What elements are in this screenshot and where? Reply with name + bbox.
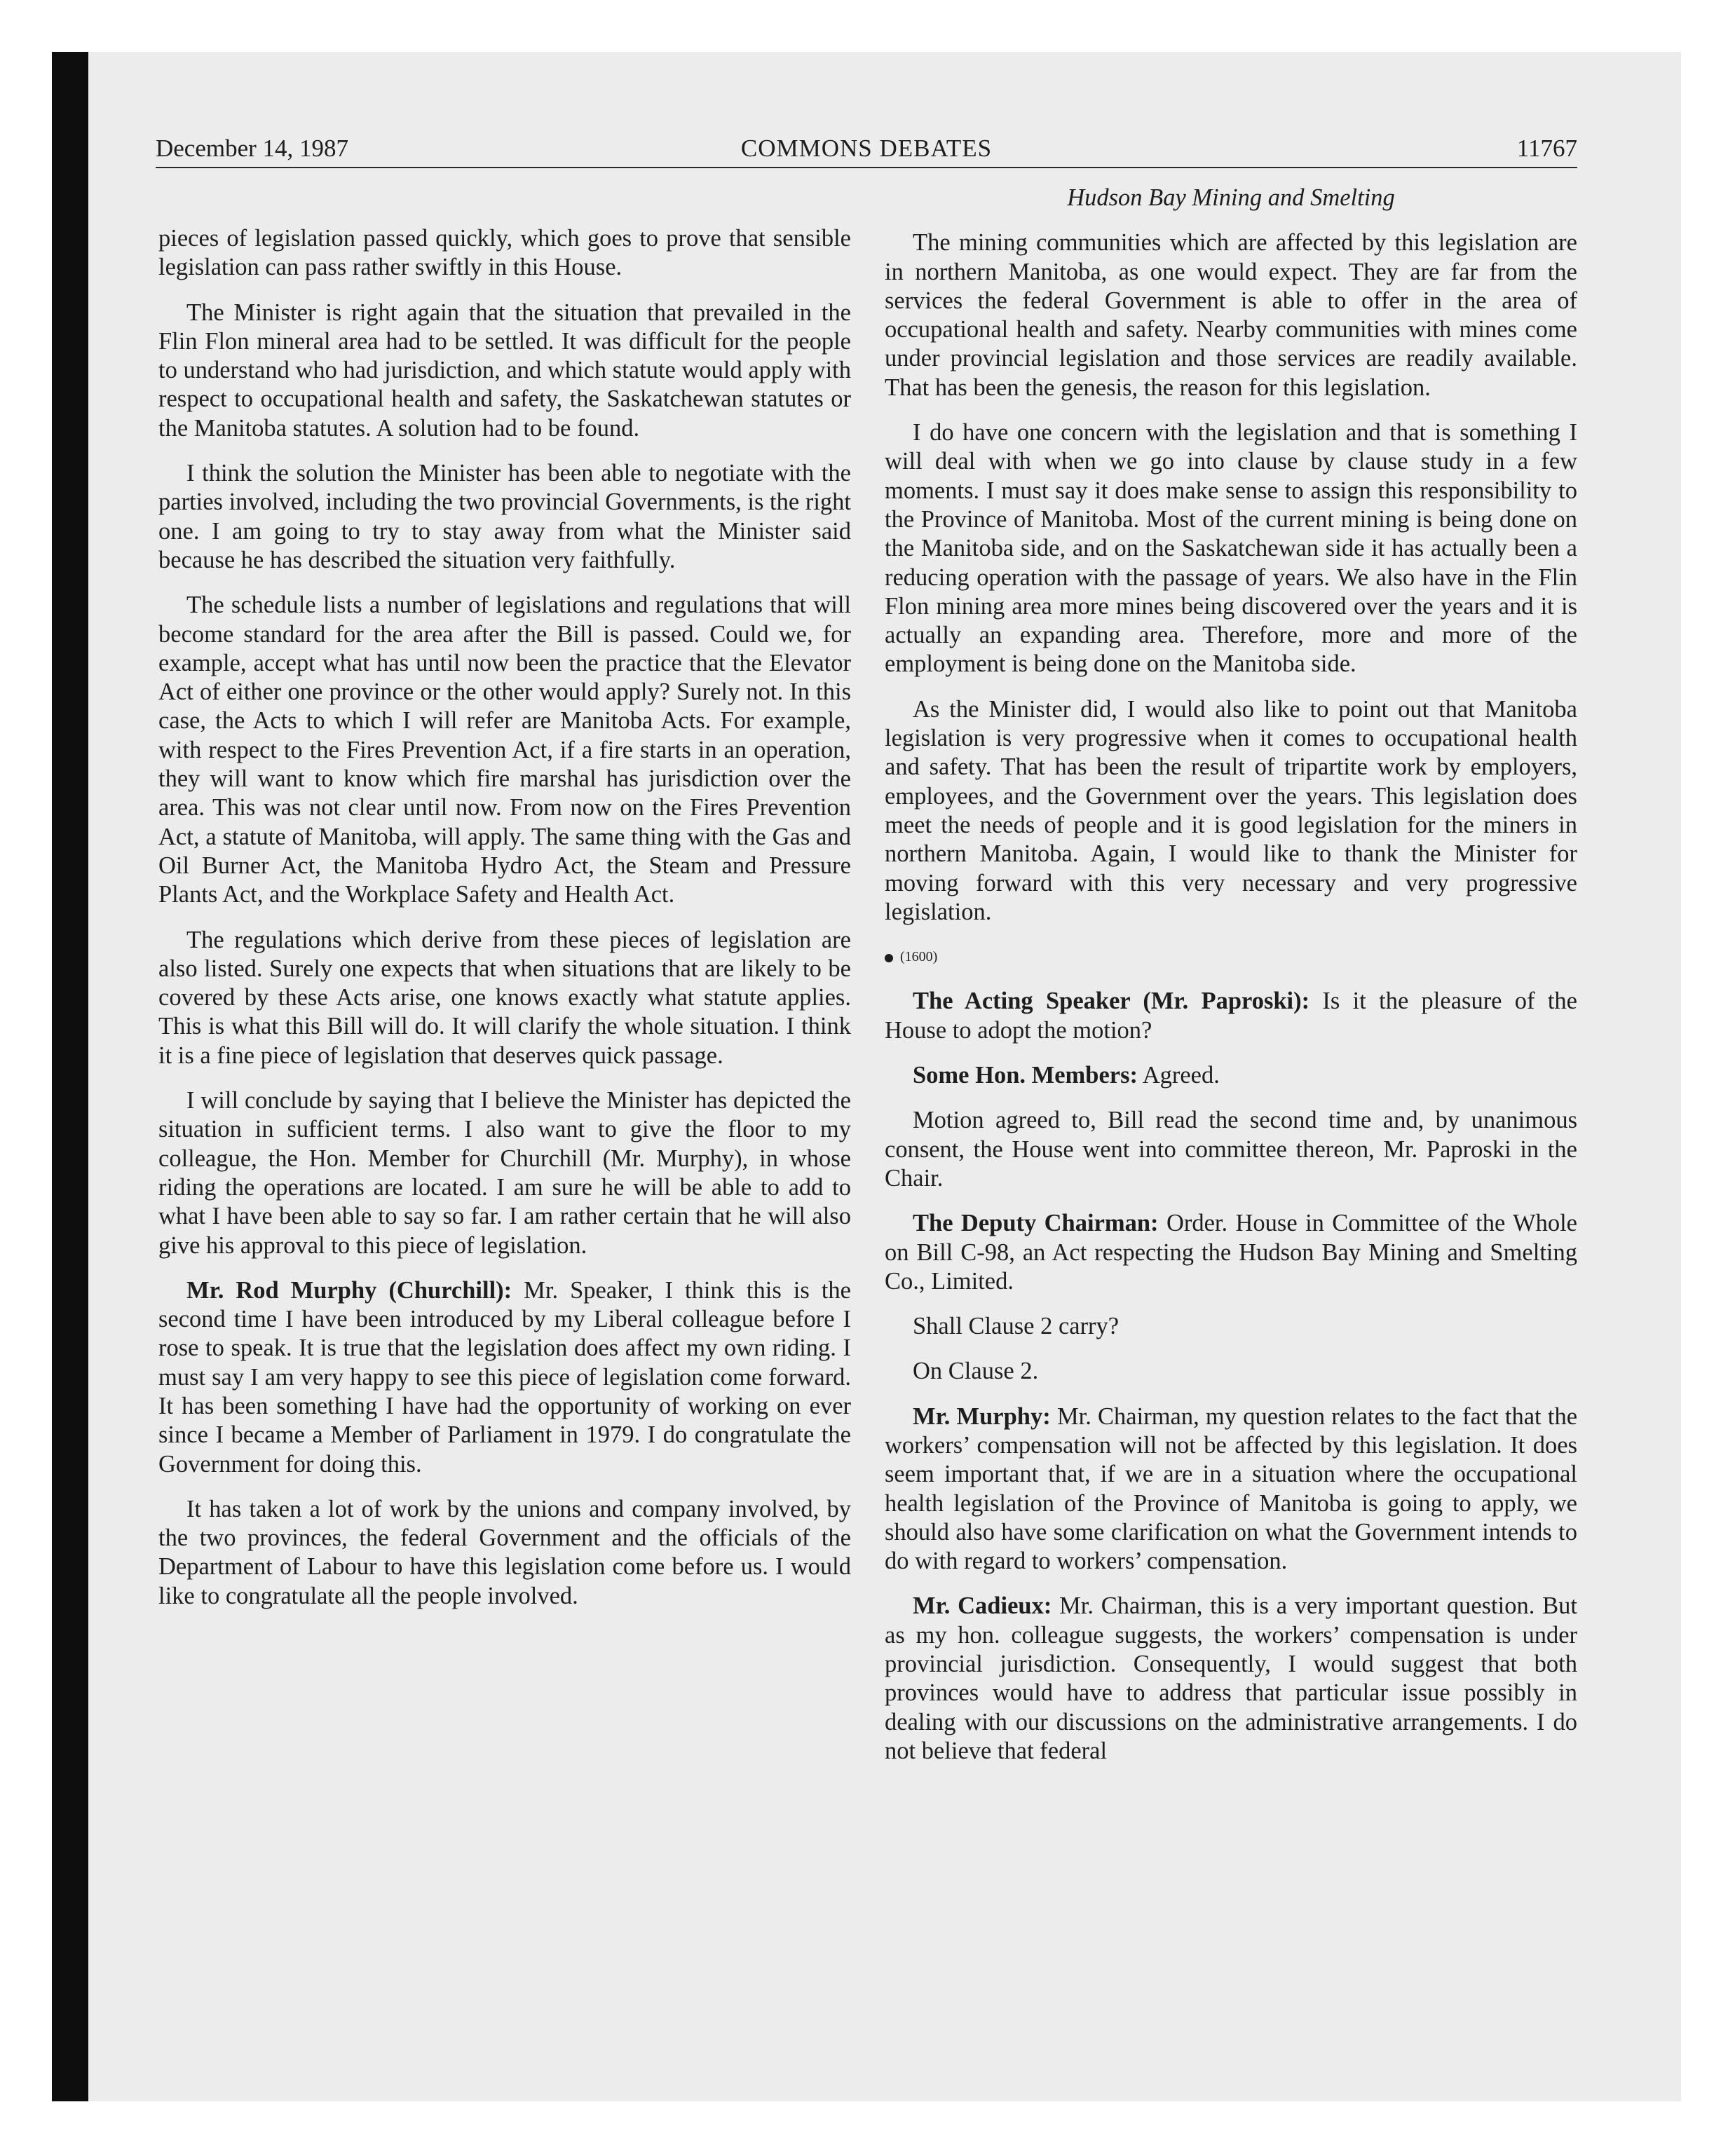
speech-text: Mr. Chairman, my question relates to the fact that the workers’ compensation will not be affected by this legislation. It does seem important that, if we are in a situation where the occupational health legislation of the Province of Manitoba is going to apply, we should also have some clarification on what the Government intends to do with regard to workers’ compensation. [885,1403,1578,1575]
page-header [156,132,1577,165]
paragraph: The mining communities which are affected by this legislation are in northern Manitoba, as one would expect. They are far from the services the federal Government is able to offer in the area of occupational health and safety. Nearby communities with mines come under provincial legislation and those services are readily available. That has been the genesis, the reason for this legislation. [885,229,1577,401]
paragraph: I will conclude by saying that I believe the Minister has depicted the situation in sufficient terms. I also want to give the floor to my colleague, the Hon. Member for Churchill (Mr. Murphy), in whose riding the operations are located. I am sure he will be able to add to what I have been able to say so far. I am rather certain that he will also give his approval to this piece of legislation. [158,1087,851,1259]
header-title: COMMONS DEBATES [740,135,993,162]
paragraph: The schedule lists a number of legislations and regulations that will become standard for the area after the Bill is passed. Could we, for example, accept what has until now been the practice that the Elevator Act of either one province or the other would apply? Surely not. In this case, the Acts to which I will refer are Manitoba Acts. For example, with respect to the Fires Prevention Act, if a fire starts in an operation, they will want to know which fire marshal has jurisdiction over the area. This was not clear until now. From now on the Fires Prevention Act, a statute of Manitoba, will apply. The same thing with the Gas and Oil Burner Act, the Manitoba Hydro Act, the Steam and Pressure Plants Act, and the Workplace Safety and Health Act. [158,592,851,908]
left-column [158,224,851,1627]
paragraph [885,1403,1577,1576]
paragraph: It has taken a lot of work by the unions and company involved, by the two provinces, the federal Government and the officials of the Department of Labour to have this legislation come before us. I would like to congratulate all the people involved. [158,1495,851,1609]
header-page-number: 11767 [1516,135,1577,162]
speech-text: Is it the pleasure of the House to adopt the motion? [885,988,1577,1044]
paragraph: I think the solution the Minister has been able to negotiate with the parties involved, including the two provincial Governments, is the right one. I am going to try to stay away from what the Minister said because he has described the situation very faithfully. [158,460,851,573]
right-column [885,184,1577,1782]
speaker-name: Mr. Rod Murphy (Churchill): [186,1276,512,1304]
bullet-icon [885,954,893,962]
binding-edge [52,52,88,2101]
paragraph [885,987,1577,1045]
speech-text: Mr. Chairman, this is a very important question. But as my hon. colleague suggests, the workers’ compensation is under provincial jurisdiction. Consequently, I would suggest that both provinces would have to address that particular issue possibly in dealing with our discussions on the administrative arrangements. I do not believe that federal [885,1592,1577,1764]
speaker-name: Some Hon. Members: [913,1062,1138,1089]
paragraph: On Clause 2. [913,1358,1039,1385]
speaker-name: The Acting Speaker (Mr. Paproski): [913,988,1310,1015]
paragraph: The regulations which derive from these pieces of legislation are also listed. Surely one expects that when situations that are likely to be covered by these Acts arise, one knows exactly what statute applies. This is what this Bill will do. It will clarify the whole situation. I think it is a fine piece of legislation that deserves quick passage. [158,926,851,1069]
paragraph [885,1592,1577,1766]
time-marker [885,943,1577,971]
paragraph: The Minister is right again that the situation that prevailed in the Flin Flon mineral area had to be settled. It was difficult for the people to understand who had jurisdiction, and which statute would apply with respect to occupational health and safety, the Saskatchewan statutes or the Manitoba statutes. A solution had to be found. [158,299,851,442]
paragraph: Shall Clause 2 carry? [913,1313,1120,1340]
paragraph [158,1276,851,1479]
paragraph: I do have one concern with the legislation and that is something I will deal with when we go into clause by clause study in a few moments. I must say it does make sense to assign this responsibility to the Province of Manitoba. Most of the current mining is being done on the Manitoba side, and on the Saskatchewan side it has actually been a reducing operation with the passage of years. We also have in the Flin Flon mining area more mines being discovered over the years and it is actually an expanding area. Therefore, more and more of the employment is being done on the Manitoba side. [885,419,1577,678]
time-marker-text: (1600) [900,949,938,965]
header-rule [156,167,1577,168]
speech-text: Mr. Speaker, I think this is the second time I have been introduced by my Liberal colleague before I rose to speak. It is true that the legislation does affect my own riding. I must say I am very happy to see this piece of legislation come forward. It has been something I have had the opportunity of working on ever since I became a Member of Parliament in 1979. I do congratulate the Government for doing this. [158,1276,851,1478]
paragraph [885,1209,1577,1296]
speaker-name: Mr. Murphy: [913,1403,1051,1430]
speaker-name: Mr. Cadieux: [913,1592,1052,1620]
paragraph: As the Minister did, I would also like to point out that Manitoba legislation is very progressive when it comes to occupational health and safety. That has been the result of tripartite work by employers, employees, and the Government over the years. This legislation does meet the needs of people and it is good legislation for the miners in northern Manitoba. Again, I would like to thank the Minister for moving forward with this very necessary and very progressive legislation. [885,695,1577,925]
speech-text: Agreed. [1137,1062,1220,1089]
paragraph: Motion agreed to, Bill read the second time and, by unanimous consent, the House went into committee thereon, Mr. Paproski in the Chair. [885,1107,1577,1192]
paragraph [885,1061,1577,1090]
paragraph: pieces of legislation passed quickly, which goes to prove that sensible legislation can pass rather swiftly in this House. [158,225,851,281]
header-date: December 14, 1987 [156,135,349,162]
speech-text: Order. House in Committee of the Whole on Bill C-98, an Act respecting the Hudson Bay Mining and Smelting Co., Limited. [885,1210,1577,1295]
section-subheading: Hudson Bay Mining and Smelting [1067,184,1395,211]
speaker-name: The Deputy Chairman: [913,1210,1159,1237]
